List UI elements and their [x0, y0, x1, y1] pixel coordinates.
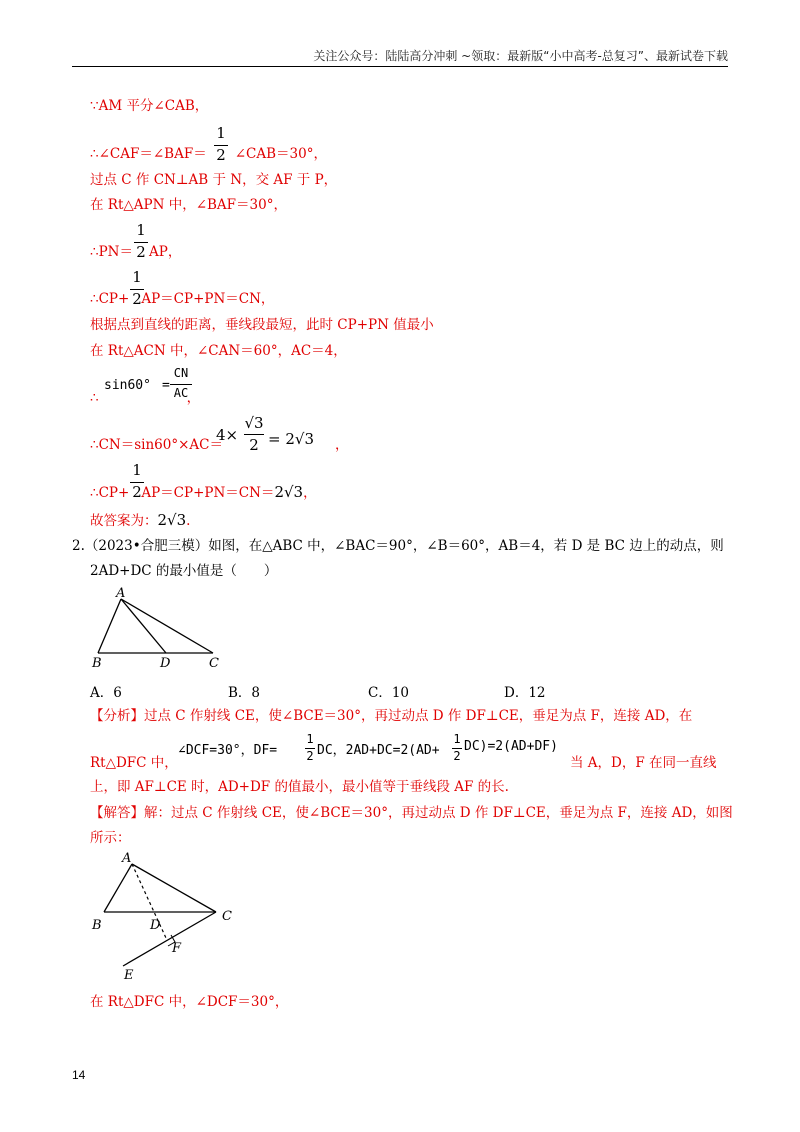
analysis-line-2-a: Rt△DFC 中， — [90, 755, 178, 771]
option-d: D．12 — [504, 685, 546, 701]
fig2-label-e: E — [124, 968, 134, 983]
analysis-frac2-den: 2 — [453, 749, 461, 763]
fig2-dashed-af — [132, 864, 166, 938]
analysis-formula-a: ∠DCF=30°，DF= — [178, 743, 278, 758]
sol-line-11-b: AP＝CP+PN＝CN＝ — [141, 485, 275, 501]
analysis-formula-c: DC)=2(AD+DF) — [464, 739, 558, 754]
option-b: B．8 — [228, 685, 261, 701]
sol-frac-11-den: 2 — [132, 483, 142, 501]
sol-frac-6-num: 1 — [132, 268, 142, 286]
option-c: C．10 — [368, 685, 410, 701]
analysis-formula-b: DC，2AD+DC=2(AD+ — [317, 743, 440, 758]
analysis-line-3: 上，即 AF⊥CE 时，AD+DF 的值最小，最小值等于垂线段 AF 的长. — [90, 779, 509, 795]
fig2-side-ab — [104, 864, 132, 912]
sol-11-value: 2√3 — [274, 483, 304, 501]
sol-line-11-c: ， — [303, 485, 317, 501]
sol-line-5-b: AP， — [149, 244, 182, 260]
fig2-label-a: A — [122, 851, 132, 866]
analysis-line-2-b: 当 A，D，F 在同一直线 — [570, 755, 717, 771]
sol-10-eq: = 2√3 — [268, 430, 314, 448]
sol-line-2-b: ∠CAB＝30°， — [234, 146, 327, 162]
sol-frac-2-num: 1 — [216, 124, 226, 142]
sol-line-7: 根据点到直线的距离，垂线段最短，此时 CP+PN 值最小 — [90, 317, 434, 333]
sol-10-expr: 4× — [216, 426, 239, 444]
sol-line-11-a: ∴CP+ — [90, 485, 130, 501]
fig2-label-c: C — [222, 909, 232, 924]
analysis-frac-den: 2 — [306, 749, 314, 763]
sol-line-6-b: AP＝CP+PN＝CN， — [141, 291, 275, 307]
sol-frac-6-den: 2 — [132, 290, 142, 308]
sol-frac-9-den: AC — [173, 386, 189, 400]
page-number: 14 — [72, 1068, 86, 1082]
sol-line-4: 在 Rt△APN 中，∠BAF＝30°， — [90, 197, 287, 213]
fig1-label-b: B — [92, 656, 102, 671]
sol-frac-10-num: √3 — [244, 414, 264, 432]
answer-line-2: 所示： — [90, 830, 131, 846]
sol-frac-2-den: 2 — [216, 146, 226, 164]
sol-line-3: 过点 C 作 CN⊥AB 于 N，交 AF 于 P， — [90, 172, 338, 188]
sol-12-value: 2√3 — [157, 511, 187, 529]
sol-line-9-a: ∴ — [90, 390, 99, 406]
answer-line-1: 【解答】解：过点 C 作射线 CE，使∠BCE＝30°，再过动点 D 作 DF⊥CE，垂足为点 F，连接 AD，如图 — [90, 805, 733, 821]
sol-line-10-a: ∴CN＝sin60°×AC＝ — [90, 437, 223, 453]
sol-line-2-a: ∴∠CAF＝∠BAF＝ — [90, 146, 207, 162]
fig1-label-d: D — [160, 656, 171, 671]
fig2-label-b: B — [92, 918, 102, 933]
q2-line-1: 2.（2023•合肥三模）如图，在△ABC 中，∠BAC＝90°，∠B＝60°，AB＝4，若 D 是 BC 边上的动点，则 — [72, 538, 724, 554]
sol-line-12-b: . — [186, 513, 191, 529]
analysis-frac-num: 1 — [306, 732, 314, 746]
sol-frac-10-den: 2 — [249, 436, 259, 454]
fig2-ray-ce — [123, 912, 216, 966]
option-a: A．6 — [90, 685, 122, 701]
sol-sin60: sin60° — [104, 378, 151, 393]
sol-line-9-b: ， — [186, 390, 201, 406]
sol-frac-5-num: 1 — [136, 221, 146, 239]
sol-frac-5-den: 2 — [136, 243, 146, 261]
sol-line-8: 在 Rt△ACN 中，∠CAN＝60°，AC＝4， — [90, 343, 347, 359]
page-header: 关注公众号：陆陆高分冲刺 ~领取：最新版“小中高考-总复习”、最新试卷下载 — [313, 49, 728, 63]
analysis-frac2-num: 1 — [453, 732, 461, 746]
fig1-label-a: A — [116, 586, 126, 601]
sol-frac-9-num: CN — [173, 366, 189, 380]
sol-line-1: ∵AM 平分∠CAB， — [90, 98, 209, 114]
fig1-label-c: C — [209, 656, 219, 671]
sol-frac-11-num: 1 — [132, 461, 142, 479]
sol-line-6-a: ∴CP+ — [90, 291, 130, 307]
sol-line-10-b: ， — [335, 437, 349, 453]
q2-line-2: 2AD+DC 的最小值是（ ） — [90, 563, 278, 579]
answer-line-3: 在 Rt△DFC 中，∠DCF＝30°， — [90, 994, 289, 1010]
sol-line-12-a: 故答案为： — [90, 513, 158, 529]
fig2-side-ac — [132, 864, 216, 912]
analysis-line-1: 【分析】过点 C 作射线 CE，使∠BCE＝30°，再过动点 D 作 DF⊥CE，垂足为点 F，连接 AD，在 — [90, 708, 693, 724]
sol-sin-eq: = — [162, 378, 170, 393]
sol-line-5-a: ∴PN＝ — [90, 244, 133, 260]
fig2-label-d: D — [150, 918, 161, 933]
fig2-label-f: F — [172, 941, 182, 956]
